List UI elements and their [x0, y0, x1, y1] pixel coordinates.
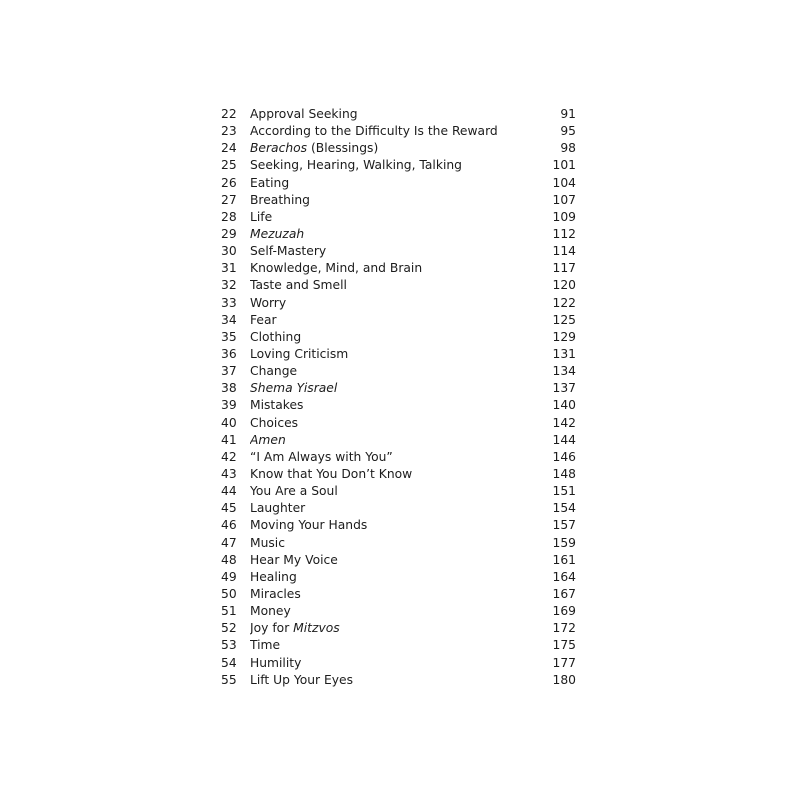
chapter-number: 35: [221, 329, 237, 344]
toc-entry: [214, 517, 576, 534]
chapter-number: 22: [221, 107, 237, 121]
toc-entry: [214, 535, 576, 552]
chapter-number: 38: [221, 381, 237, 396]
chapter-number: 25: [221, 158, 237, 173]
chapter-title-part: Miracles: [250, 586, 301, 601]
chapter-number: 37: [221, 364, 237, 379]
chapter-title: [250, 363, 536, 380]
toc-entry: [214, 346, 576, 363]
toc-entry: [214, 380, 576, 397]
page-number: 104: [552, 175, 576, 190]
chapter-title-part: Mistakes: [250, 398, 304, 413]
page-number: 146: [552, 449, 576, 464]
page-number: 175: [552, 638, 576, 653]
chapter-title: [250, 295, 536, 312]
chapter-title-part: Moving Your Hands: [250, 518, 368, 533]
toc-entry: [214, 140, 576, 157]
toc-entry: [214, 672, 576, 689]
toc-entry: [214, 192, 576, 209]
chapter-title-part: Hear My Voice: [250, 552, 338, 567]
chapter-title-part: Laughter: [250, 501, 306, 516]
page-number: 114: [552, 244, 576, 259]
chapter-number: 49: [221, 569, 237, 584]
chapter-number: 44: [221, 484, 237, 499]
page-number: 134: [552, 364, 576, 379]
chapter-number: 29: [221, 226, 237, 241]
page-number: 164: [552, 569, 576, 584]
chapter-title-part: Joy for: [250, 621, 294, 636]
toc-entry: [214, 637, 576, 654]
page-number: 120: [552, 278, 576, 293]
toc-entry: [214, 209, 576, 226]
chapter-title-part: Change: [250, 364, 298, 379]
chapter-title: [250, 243, 536, 260]
toc-entry: [214, 603, 576, 620]
chapter-title-part: Lift Up Your Eyes: [250, 672, 354, 687]
chapter-title-part: Knowledge, Mind, and Brain: [250, 261, 423, 276]
chapter-title-italic-part: Shema Yisrael: [250, 381, 338, 396]
chapter-title-part: Time: [250, 638, 281, 653]
page-number: 161: [552, 552, 576, 567]
page-number: 125: [552, 312, 576, 327]
chapter-title-part: Worry: [250, 295, 287, 310]
toc-entry: [214, 552, 576, 569]
chapter-title-part: Humility: [250, 655, 302, 670]
chapter-number: 46: [221, 518, 237, 533]
toc-entry: [214, 329, 576, 346]
chapter-number: 33: [221, 295, 237, 310]
chapter-number: 41: [221, 432, 237, 447]
chapter-title-part: Know that You Don’t Know: [250, 466, 413, 481]
chapter-number: 28: [221, 209, 237, 224]
page-number: 177: [552, 655, 576, 670]
toc-entry: [214, 466, 576, 483]
toc-entry: [214, 363, 576, 380]
chapter-title-part: Music: [250, 535, 285, 550]
chapter-title: [250, 672, 536, 689]
chapter-title-part: Self-Mastery: [250, 244, 327, 259]
chapter-title-part: (Blessings): [307, 141, 379, 156]
toc-entry: [214, 397, 576, 414]
chapter-title: [250, 175, 536, 192]
toc-entry: [214, 449, 576, 466]
chapter-title: [250, 483, 536, 500]
page-number: 107: [552, 192, 576, 207]
chapter-title: [250, 552, 536, 569]
page-number: 95: [560, 124, 576, 139]
page-number: 167: [552, 586, 576, 601]
chapter-title: [250, 157, 536, 174]
chapter-title-part: Money: [250, 604, 291, 619]
page-number: 98: [560, 141, 576, 156]
chapter-title-part: Approval Seeking: [250, 107, 358, 121]
chapter-number: 42: [221, 449, 237, 464]
chapter-title-part: Choices: [250, 415, 299, 430]
toc-entry: [214, 295, 576, 312]
page-number: 172: [552, 621, 576, 636]
chapter-number: 26: [221, 175, 237, 190]
page-number: 131: [552, 346, 576, 361]
chapter-number: 34: [221, 312, 237, 327]
chapter-title: [250, 106, 536, 123]
toc-entry: [214, 569, 576, 586]
chapter-title: [250, 415, 536, 432]
toc-entry: [214, 277, 576, 294]
toc-entry: [214, 655, 576, 672]
chapter-title: [250, 637, 536, 654]
page-number: 159: [552, 535, 576, 550]
chapter-number: 24: [221, 141, 237, 156]
table-of-contents: [214, 106, 576, 689]
chapter-title: [250, 209, 536, 226]
chapter-title-part: You Are a Soul: [250, 484, 338, 499]
chapter-title-part: Seeking, Hearing, Walking, Talking: [250, 158, 462, 173]
chapter-title: [250, 123, 536, 140]
page-number: 144: [552, 432, 576, 447]
toc-entry: [214, 123, 576, 140]
chapter-title: [250, 226, 536, 243]
page-number: 91: [560, 107, 576, 121]
chapter-number: 39: [221, 398, 237, 413]
chapter-number: 32: [221, 278, 237, 293]
chapter-title: [250, 449, 536, 466]
toc-entry: [214, 483, 576, 500]
chapter-title: [250, 466, 536, 483]
page-number: 151: [552, 484, 576, 499]
chapter-number: 51: [221, 604, 237, 619]
toc-entry: [214, 415, 576, 432]
chapter-title: [250, 620, 536, 637]
page-number: 112: [552, 226, 576, 241]
chapter-title-italic-part: Mezuzah: [250, 226, 305, 241]
chapter-title: [250, 517, 536, 534]
chapter-title-part: Loving Criticism: [250, 346, 349, 361]
toc-entry: [214, 312, 576, 329]
chapter-number: 23: [221, 124, 237, 139]
page-number: 140: [552, 398, 576, 413]
page-number: 154: [552, 501, 576, 516]
chapter-number: 54: [221, 655, 237, 670]
chapter-number: 31: [221, 261, 237, 276]
chapter-title: [250, 260, 536, 277]
page-number: 180: [552, 672, 576, 687]
chapter-title-part: Taste and Smell: [250, 278, 347, 293]
chapter-title: [250, 277, 536, 294]
toc-entry: [214, 157, 576, 174]
chapter-title: [250, 586, 536, 603]
chapter-number: 36: [221, 346, 237, 361]
page-number: 137: [552, 381, 576, 396]
chapter-title-part: According to the Difficulty Is the Reward: [250, 124, 498, 139]
toc-entry: [214, 260, 576, 277]
chapter-title-part: Healing: [250, 569, 297, 584]
chapter-title: [250, 192, 536, 209]
chapter-title: [250, 500, 536, 517]
chapter-number: 43: [221, 466, 237, 481]
chapter-number: 27: [221, 192, 237, 207]
chapter-title-part: Eating: [250, 175, 290, 190]
page-number: 101: [552, 158, 576, 173]
page-number: 117: [552, 261, 576, 276]
chapter-number: 52: [221, 621, 237, 636]
chapter-number: 40: [221, 415, 237, 430]
toc-entry: [214, 226, 576, 243]
page-number: 157: [552, 518, 576, 533]
chapter-title: [250, 535, 536, 552]
chapter-title: [250, 329, 536, 346]
chapter-number: 53: [221, 638, 237, 653]
chapter-title-italic-part: Berachos: [250, 141, 308, 156]
chapter-title-part: Fear: [250, 312, 277, 327]
chapter-title: [250, 432, 536, 449]
toc-entry: [214, 500, 576, 517]
page-number: 169: [552, 604, 576, 619]
chapter-title: [250, 569, 536, 586]
chapter-title-part: Life: [250, 209, 273, 224]
toc-entry: [214, 586, 576, 603]
page-number: 148: [552, 466, 576, 481]
chapter-title-italic-part: Mitzvos: [293, 621, 340, 636]
chapter-title: [250, 655, 536, 672]
page-number: 129: [552, 329, 576, 344]
toc-entry: [214, 175, 576, 192]
chapter-title: [250, 380, 536, 397]
toc-entry: [214, 106, 576, 123]
chapter-title: [250, 603, 536, 620]
chapter-title-part: “I Am Always with You”: [250, 449, 393, 464]
chapter-title: [250, 397, 536, 414]
chapter-number: 48: [221, 552, 237, 567]
chapter-title-part: Breathing: [250, 192, 310, 207]
page-number: 142: [552, 415, 576, 430]
chapter-title: [250, 140, 536, 157]
chapter-number: 55: [221, 672, 237, 687]
page-number: 109: [552, 209, 576, 224]
chapter-title: [250, 346, 536, 363]
toc-entry: [214, 243, 576, 260]
chapter-number: 47: [221, 535, 237, 550]
page-number: 122: [552, 295, 576, 310]
chapter-title-part: Clothing: [250, 329, 302, 344]
chapter-number: 45: [221, 501, 237, 516]
chapter-number: 50: [221, 586, 237, 601]
chapter-title: [250, 312, 536, 329]
chapter-title-italic-part: Amen: [250, 432, 286, 447]
toc-entry: [214, 432, 576, 449]
toc-entry: [214, 620, 576, 637]
chapter-number: 30: [221, 244, 237, 259]
